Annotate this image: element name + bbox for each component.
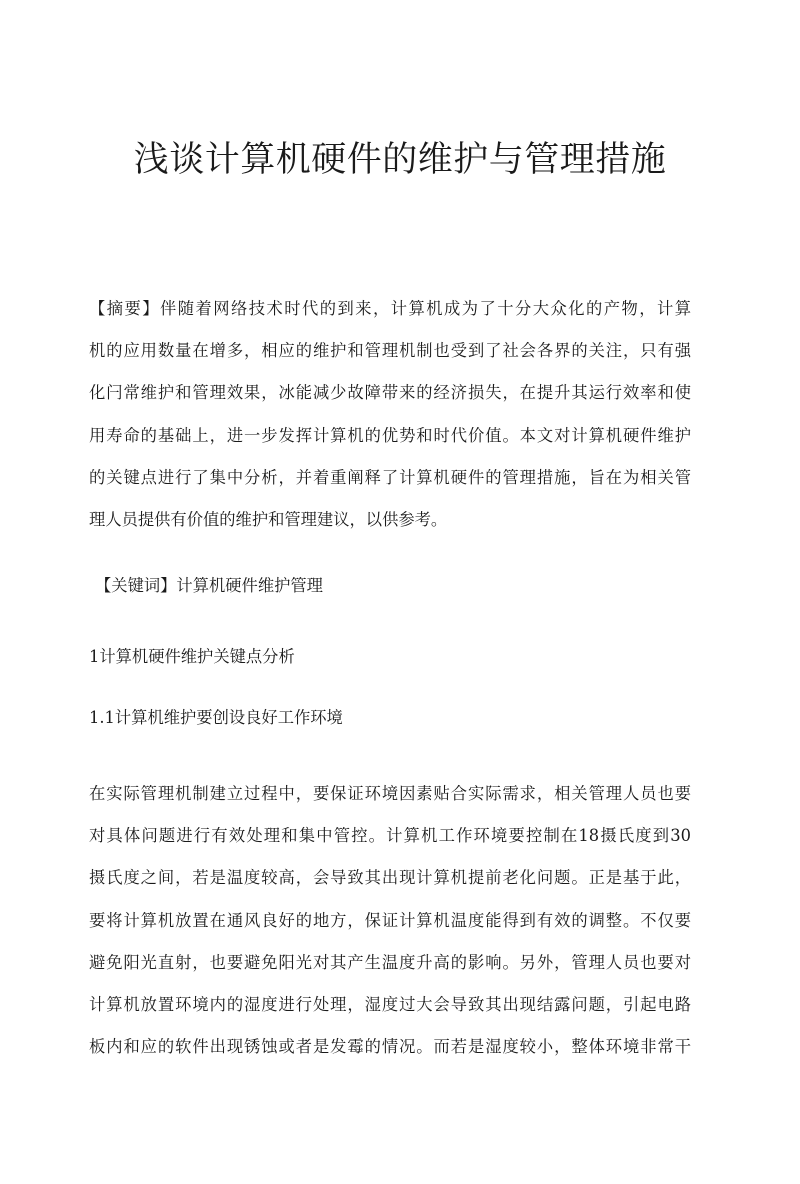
abstract-line: 机的应用数量在增多，相应的维护和管理机制也受到了社会各界的关注，只有强	[89, 341, 691, 361]
body-line: 在实际管理机制建立过程中，要保证环境因素贴合实际需求，相关管理人员也要	[89, 784, 691, 803]
body-line: 避免阳光直射，也要避免阳光对其产生温度升高的影响。另外，管理人员也要对	[89, 952, 691, 972]
keywords-line: 【关键词】计算机硬件维护管理	[95, 576, 323, 595]
body-line: 摄氏度之间，若是温度较高，会导致其出现计算机提前老化问题。正是基于此，	[89, 868, 691, 888]
body-line: 对具体问题进行有效处理和集中管控。计算机工作环境要控制在18摄氏度到30	[89, 826, 691, 846]
abstract-line: 的关键点进行了集中分析，并着重阐释了计算机硬件的管理措施，旨在为相关管	[89, 467, 691, 487]
abstract-line: 理人员提供有价值的维护和管理建议，以供参考。	[89, 510, 448, 530]
section-heading: 1计算机硬件维护关键点分析	[89, 647, 295, 666]
abstract-paragraph	[89, 288, 691, 541]
body-line: 计算机放置环境内的湿度进行处理，湿度过大会导致其出现结露问题，引起电路	[89, 995, 691, 1015]
subsection-heading: 1.1计算机维护要创设良好工作环境	[89, 708, 343, 727]
body-line: 板内和应的软件出现锈蚀或者是发霉的情况。而若是湿度较小，整体环境非常干	[89, 1037, 691, 1057]
document-title: 浅谈计算机硬件的维护与管理措施	[133, 140, 667, 180]
body-paragraph	[89, 773, 691, 1068]
abstract-line: 化闩常维护和管理效果，冰能减少故障带来的经济损失，在提升其运行效率和使	[89, 383, 691, 403]
body-line: 要将计算机放置在通风良好的地方，保证计算机温度能得到有效的调整。不仅要	[89, 910, 691, 930]
abstract-line: 【摘要】伴随着网络技术时代的到来，计算机成为了十分大众化的产物，计算	[89, 299, 691, 318]
abstract-line: 用寿命的基础上，进一步发挥计算机的优势和时代价值。本文对计算机硬件维护	[89, 425, 691, 445]
